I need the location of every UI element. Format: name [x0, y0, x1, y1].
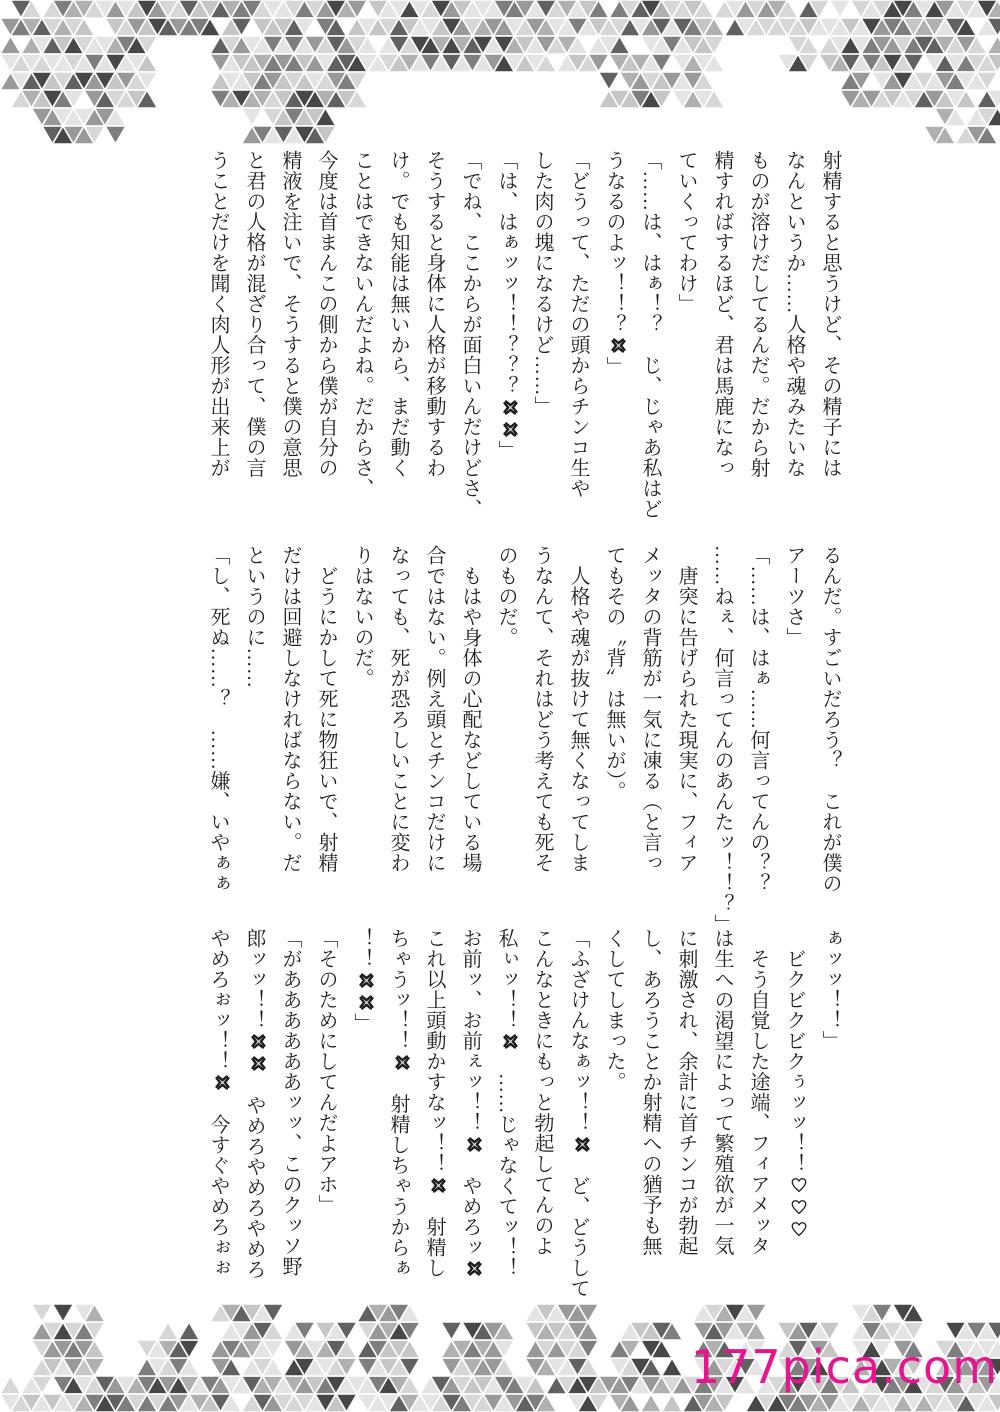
text-line: 人格や魂が抜けて無くなってしま [567, 545, 589, 873]
vertical-text-block-2 [200, 545, 848, 935]
anger-mark-icon [464, 1133, 484, 1155]
text-line: うなるのよッ！！？」 [596, 150, 632, 526]
text-line: 「ふざけんなぁッ！！ ど、どうして [560, 928, 596, 1304]
text-line: 「そのためにしてんだよアホ」 [315, 928, 337, 1215]
text-line: と君の人格が混ざり合って、僕の言 [243, 150, 265, 478]
text-line: るんだ。すごいだろう？ これが僕の [819, 545, 841, 894]
text-line: メッタの背筋が一気に凍る（と言っ [639, 545, 661, 873]
text-line: 「どうって、ただの頭からチンコ生や [567, 150, 589, 499]
text-line: ていくってわけ」 [675, 150, 697, 314]
text-line: ぁッッ！！」 [819, 928, 841, 1051]
anger-mark-icon [500, 1031, 520, 1053]
text-line: のものだ。 [495, 545, 517, 648]
text-line: そうすると身体に人格が移動するわ [423, 150, 445, 478]
text-line: 今度は首まんこの側から僕が自分の [315, 150, 337, 478]
text-line: くしてしまった。 [603, 928, 625, 1092]
text-line: 「し、死ぬ……？ ……嫌、いやぁぁ [207, 545, 229, 894]
text-line: なんというか……人格や魂みたいな [783, 150, 805, 478]
text-line: し、あろうことか射精への猶予も無 [639, 928, 661, 1256]
text-line: け。でも知能は無いから、まだ動く [387, 150, 409, 478]
text-line: こんなときにもっと勃起してんのよ [531, 928, 553, 1256]
text-line: は生への渇望によって繁殖欲が一気 [711, 928, 733, 1256]
heart-icon [788, 1218, 808, 1240]
text-line: ものが溶けだしてるんだ。だから射 [747, 150, 769, 478]
anger-mark-icon [356, 991, 376, 1013]
text-line: 合ではない。例え頭とチンコだけに [423, 545, 445, 873]
anger-mark-icon [428, 1174, 448, 1196]
heart-icon [788, 1196, 808, 1218]
heart-icon [788, 1174, 808, 1196]
text-line: 「でね、ここからが面白いんだけどさ、 [459, 150, 481, 519]
text-line: これ以上頭動かすなッ！！ 射精し [416, 928, 452, 1304]
text-line: お前ッ、お前ぇッ！！ やめろッ [452, 928, 488, 1304]
text-line: ！！」 [344, 928, 380, 1304]
text-line: うことだけを聞く肉人形が出来上が [207, 150, 229, 478]
text-line: 「がああああああッッ、このクッソ野 [279, 928, 301, 1277]
text-line: 私ぃッ！！ ……じゃなくてッ！！ [488, 928, 524, 1304]
text-line: ……ねぇ、何言ってんのあんたッ！！？」 [711, 545, 733, 935]
anger-mark-icon [572, 1133, 592, 1155]
anger-mark-icon [248, 1031, 268, 1053]
text-line: 郎ッッ！！ やめろやめろやめろ [236, 928, 272, 1304]
text-line: ビクビクビクぅッッ！！ [776, 928, 812, 1304]
anger-mark-icon [500, 396, 520, 418]
anger-mark-icon [608, 335, 628, 357]
anger-mark-icon [392, 1051, 412, 1073]
text-line: てもその〝背〟は無いが）。 [603, 545, 625, 802]
text-line: アーツさ」 [783, 545, 805, 648]
text-line: うなんて、それはどう考えても死そ [531, 545, 553, 873]
text-line: 「……は、はぁ！？ じ、じゃあ私はど [639, 150, 661, 519]
anger-mark-icon [464, 1258, 484, 1280]
anger-mark-icon [212, 1072, 232, 1094]
text-line: ことはできないんだよね。だからさ、 [351, 150, 373, 499]
text-line: 精液を注いで、そうすると僕の意思 [279, 150, 301, 478]
anger-mark-icon [500, 418, 520, 440]
text-line: に刺激され、余計に首チンコが勃起 [675, 928, 697, 1256]
text-line: というのに…… [243, 545, 265, 689]
text-line: やめろぉッ！！ 今すぐやめろぉぉ [200, 928, 236, 1304]
text-line: なっても、死が恐ろしいことに変わ [387, 545, 409, 873]
vertical-text-block-1 [200, 150, 848, 526]
text-line: もはや身体の心配などしている場 [459, 545, 481, 873]
anger-mark-icon [248, 1053, 268, 1075]
text-line: 「は、はぁッッ！！？？？」 [488, 150, 524, 526]
text-line: りはないのだ。 [351, 545, 373, 689]
text-line: 唐突に告げられた現実に、フィア [675, 545, 697, 873]
text-line: した肉の塊になるけど……」 [531, 150, 553, 417]
text-line: ちゃうッ！！ 射精しちゃうからぁ [380, 928, 416, 1304]
watermark: 177pica.com [690, 1340, 998, 1394]
anger-mark-icon [356, 969, 376, 991]
text-line: そう自覚した途端、フィアメッタ [747, 928, 769, 1256]
vertical-text-block-3 [200, 928, 848, 1304]
text-line: 「……は、はぁ……何言ってんの？？ [747, 545, 769, 894]
triangle-pattern-top [0, 0, 1000, 145]
text-line: だけは回避しなければならない。だ [279, 545, 301, 873]
text-line: 射精すると思うけど、その精子には [819, 150, 841, 478]
text-line: 精すればするほど、君は馬鹿になっ [711, 150, 733, 478]
text-line: どうにかして死に物狂いで、射精 [315, 545, 337, 873]
